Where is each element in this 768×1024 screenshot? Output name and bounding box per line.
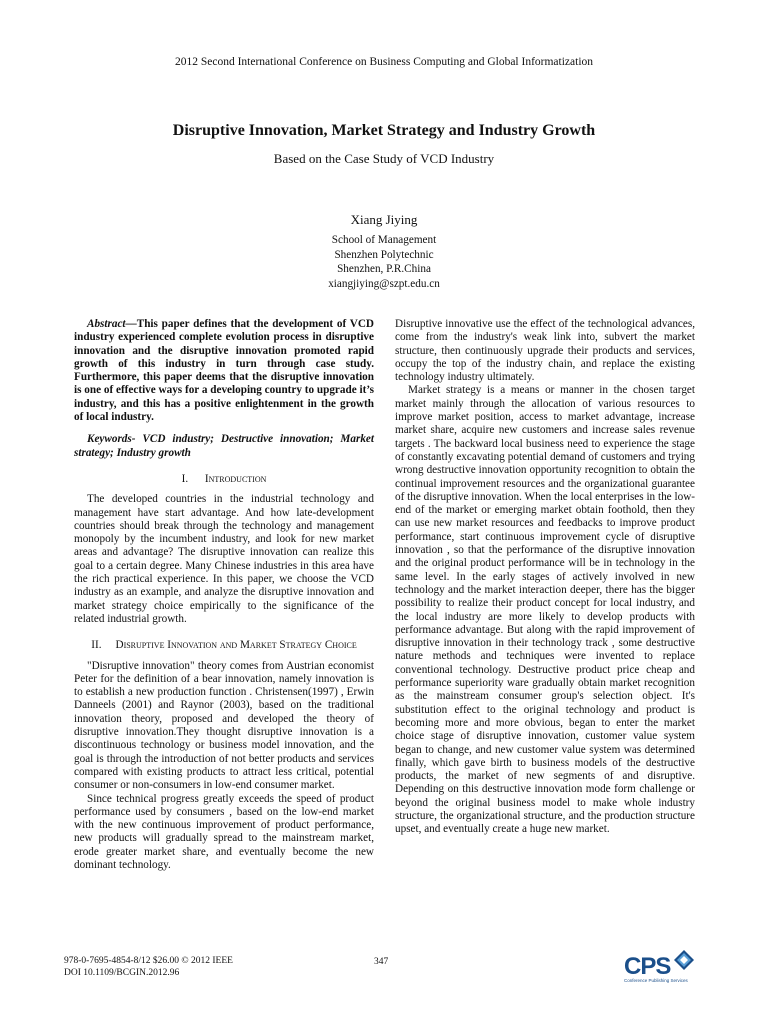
author-affiliation — [0, 233, 768, 291]
section-heading-disruptive-innovation — [74, 639, 374, 652]
intro-paragraph: The developed countries in the industrial technology and management have start advantage. And how late-development countries should break through the technology and management monopoly by the incumbent industry, and look for new market areas and advantage? The disruptive innovation can realize this goal to a certain degree. Many Chinese industries in this area have the rich practical experience. In this paper, we choose the VCD industry as an example, and analyze the disruptive innovation and market strategy choice empirically to the significance of the related industrial growth. — [74, 493, 374, 625]
affiliation-institution: Shenzhen Polytechnic — [334, 248, 434, 261]
abstract-label: Abstract — [87, 318, 126, 330]
section-title: Introduction — [204, 472, 267, 485]
section-number: II. — [91, 639, 102, 652]
section-heading-introduction — [74, 473, 374, 486]
body-paragraph: "Disruptive innovation" theory comes from Austrian economist Peter for the definition of a bear innovation, namely innovation is to establish a new production function . Christensen(1997) , Erwin Danneels (2001) and Raynor (2003), based on the traditional innovation theory, proposed and developed the theory of disruptive innovation.They thought disruptive innovation is a discontinuous technology or business model innovation, and the goal is through the introduction of not better products and services compared with existing products to attract less critical, potential consumer or non-consumers in low-end consumer market. — [74, 659, 374, 792]
footer-copyright — [64, 955, 233, 979]
body-paragraph: Disruptive innovative use the effect of the technological advances, come from the industry's weak link into, subvert the market structure, then continuously upgrade their products and services, occupy the top of the industry chain, and replace the existing technology industry ultimately. — [395, 318, 695, 384]
right-column — [395, 318, 695, 837]
conference-header: 2012 Second International Conference on Business Computing and Global Informatization — [174, 56, 594, 68]
section-number: I. — [181, 472, 189, 485]
cps-logo — [624, 948, 696, 984]
abstract — [74, 318, 374, 424]
paper-subtitle: Based on the Case Study of VCD Industry — [273, 151, 495, 166]
cps-diamond-icon — [674, 950, 694, 970]
body-paragraph: Since technical progress greatly exceeds the speed of product performance used by consumers , based on the low-end market with the new continuous improvement of product performance, new products will gradually spread to the mainstream market, erode greater market share, and eventually become the new dominant technology. — [74, 792, 374, 871]
cps-logo-subtitle: Conference Publishing Services — [624, 978, 688, 983]
abstract-text: —This paper defines that the development of VCD industry experienced complete evolution process in disruptive innovation and the disruptive innovation promoted rapid growth of this industry in turn through case study. Furthermore, this paper deems that the disruptive innovation is one of effective ways for a developing country to upgrade it’s industry, and this has a positive enlightenment in the growth of local industry. — [74, 318, 374, 424]
affiliation-school: School of Management — [331, 234, 437, 246]
footer-doi[interactable]: DOI 10.1109/BCGIN.2012.96 — [64, 968, 180, 978]
author-email[interactable]: xiangjiying@szpt.edu.cn — [328, 277, 440, 290]
keywords: Keywords- VCD industry; Destructive innovation; Market strategy; Industry growth — [74, 433, 374, 459]
left-column — [74, 318, 374, 872]
body-paragraph: Market strategy is a means or manner in the chosen target market mainly through the allocation of various resources to improve market position, access to market advantage, increase market share, acquire new customers and increase sales revenue targets . The backward local business need to experience the stage of constantly excavating potential demand of customers and trying wrong destructive innovation opportunity recognition to obtain the continual improvement resources and the organizational guarantee of the disruptive innovation. When the local enterprises in the low-end of the market or emerging market obtain foothold, then they can use new market resources and feedbacks to improve product performance, start continuous improvement cycle of disruptive innovation , so that the performance of the disruptive innovation and the original product performance will be in technology in the same level. In the early stages of actively involved in new technology and the market interaction deeper, there has the bigger possibility to realize their product concept for local industry, and the local industry are more likely to develop products with performance advantage. But along with the rapid improvement of disruptive innovation in their technology track , some destructive nature methods and techniques were invented to replace conventional technology. Destructive product price cheap and performance superiority ware gradually obtain market recognition as the mainstream consumer group's selection object. It's substitution effect to the original technology and product is becoming more and more obvious, began to enter the market choice stage of disruptive innovation, customer value system began to change, and new customer value system was determined finally, which gave birth to business models of the destructive products, the market of new segments of and disruptive. Depending on this destructive innovation mode form challenge or beyond the original business model to make whole industry structure, the organizational structure, and the production structure upset, and eventually create a huge new market. — [395, 384, 695, 836]
footer-isbn: 978-0-7695-4854-8/12 $26.00 © 2012 IEEE — [64, 956, 233, 966]
page-number: 347 — [374, 957, 389, 967]
author-name: Xiang Jiying — [350, 212, 418, 227]
section-title: Disruptive Innovation and Market Strategy Choice — [115, 639, 357, 652]
paper-title: Disruptive Innovation, Market Strategy and Industry Growth — [172, 122, 596, 139]
cps-logo-text: CPS — [624, 953, 671, 980]
affiliation-location: Shenzhen, P.R.China — [337, 263, 431, 276]
